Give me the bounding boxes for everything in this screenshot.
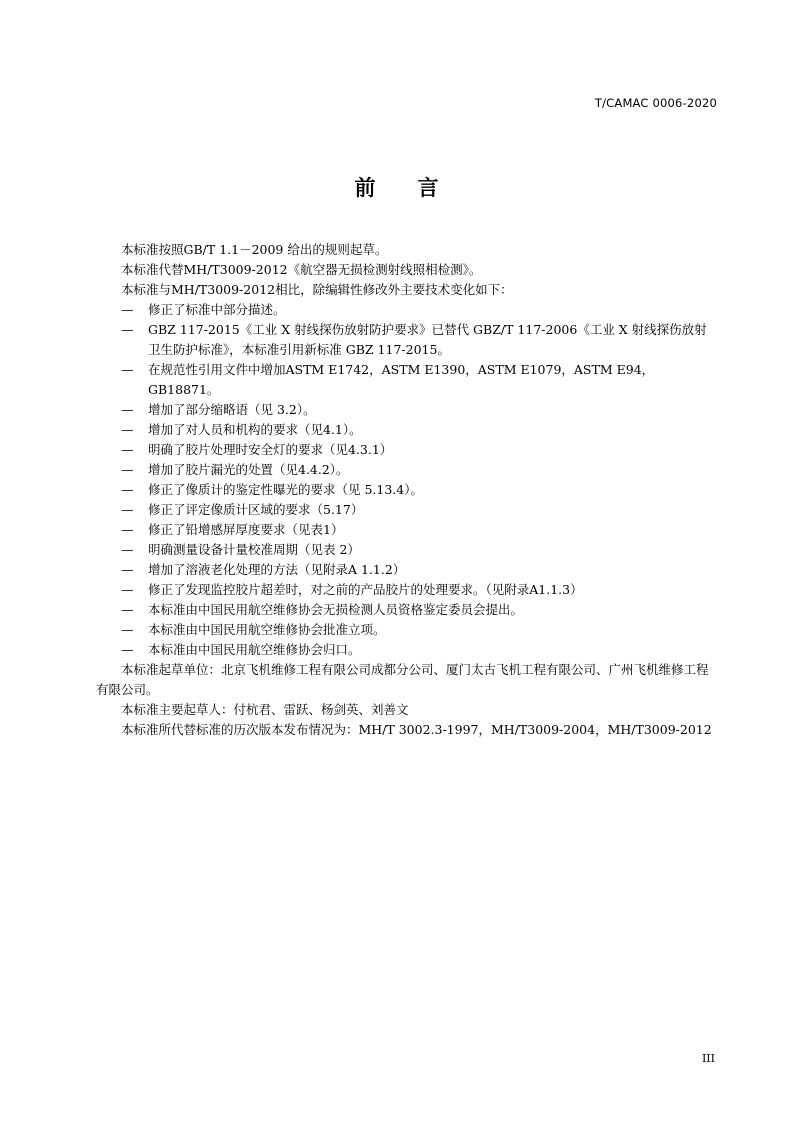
dash-marker: —	[121, 562, 134, 577]
list-item	[96, 640, 714, 660]
intro-paragraph: 本标准代替MH/T3009-2012《航空器无损检测射线照相检测》。	[121, 262, 482, 277]
intro-paragraph: 本标准与MH/T3009-2012相比，除编辑性修改外主要技术变化如下：	[121, 282, 513, 297]
drafting-units-paragraph: 本标准起草单位：北京飞机维修工程有限公司成都分公司、厦门太古飞机工程有限公司、广州飞机维修工程有限公司。	[96, 662, 709, 697]
changes-list	[96, 300, 714, 660]
list-item-text: 修正了像质计的鉴定性曝光的要求（见 5.13.4）。	[148, 482, 423, 497]
list-item	[96, 320, 714, 360]
dash-marker: —	[121, 482, 134, 497]
page-title: 前 言	[354, 176, 439, 200]
list-item	[96, 620, 714, 640]
dash-marker: —	[121, 582, 134, 597]
dash-marker: —	[121, 602, 134, 617]
document-code: T/CAMAC 0006-2020	[594, 96, 717, 110]
dash-marker: —	[121, 442, 134, 457]
dash-marker: —	[121, 542, 134, 557]
list-item	[96, 480, 714, 500]
dash-marker: —	[121, 302, 134, 317]
list-item-text: 明确测量设备计量校准周期（见表 2）	[148, 542, 360, 557]
list-item-text: 在规范性引用文件中增加ASTM E1742，ASTM E1390，ASTM E1079，ASTM E94，GB18871。	[148, 362, 655, 397]
list-item	[96, 580, 714, 600]
list-item-text: 本标准由中国民用航空维修协会批准立项。	[148, 622, 386, 637]
list-item	[96, 460, 714, 480]
dash-marker: —	[121, 622, 134, 637]
list-item-text: 本标准由中国民用航空维修协会无损检测人员资格鉴定委员会提出。	[148, 602, 524, 617]
list-item	[96, 520, 714, 540]
list-item-text: 修正了发现监控胶片超差时，对之前的产品胶片的处理要求。（见附录A1.1.3）	[148, 582, 583, 597]
intro-paragraph: 本标准按照GB/T 1.1－2009 给出的规则起草。	[121, 242, 388, 257]
list-item-text: 增加了对人员和机构的要求（见4.1）。	[148, 422, 362, 437]
list-item-text: 修正了铅增感屏厚度要求（见表1）	[148, 522, 344, 537]
dash-marker: —	[121, 502, 134, 517]
list-item-text: 增加了胶片漏光的处置（见4.4.2）。	[148, 462, 349, 477]
dash-marker: —	[121, 422, 134, 437]
list-item	[96, 560, 714, 580]
dash-marker: —	[121, 322, 134, 337]
list-item-text: 明确了胶片处理时安全灯的要求（见4.3.1）	[148, 442, 393, 457]
dash-marker: —	[121, 642, 134, 657]
list-item-text: 修正了评定像质计区域的要求（5.17）	[148, 502, 364, 517]
list-item-text: 本标准由中国民用航空维修协会归口。	[148, 642, 361, 657]
list-item-text: GBZ 117-2015《工业 X 射线探伤放射防护要求》已替代 GBZ/T 117-2006《工业 X 射线探伤放射卫生防护标准》，本标准引用新标准 GBZ 117-2015。	[148, 322, 707, 357]
dash-marker: —	[121, 522, 134, 537]
list-item	[96, 540, 714, 560]
list-item	[96, 600, 714, 620]
page-number: III	[701, 1052, 715, 1065]
list-item	[96, 440, 714, 460]
dash-marker: —	[121, 362, 134, 377]
list-item	[96, 420, 714, 440]
list-item	[96, 300, 714, 320]
history-paragraph: 本标准所代替标准的历次版本发布情况为：MH/T 3002.3-1997，MH/T3009-2004，MH/T3009-2012	[121, 722, 712, 737]
drafters-paragraph: 本标准主要起草人：付杭君、雷跃、杨剑英、刘善文	[121, 702, 409, 717]
dash-marker: —	[121, 462, 134, 477]
foreword-body	[96, 240, 714, 740]
list-item-text: 修正了标准中部分描述。	[148, 302, 286, 317]
dash-marker: —	[121, 402, 134, 417]
list-item-text: 增加了溶液老化处理的方法（见附录A 1.1.2）	[148, 562, 406, 577]
list-item	[96, 400, 714, 420]
list-item	[96, 500, 714, 520]
list-item-text: 增加了部分缩略语（见 3.2）。	[148, 402, 316, 417]
list-item	[96, 360, 714, 400]
